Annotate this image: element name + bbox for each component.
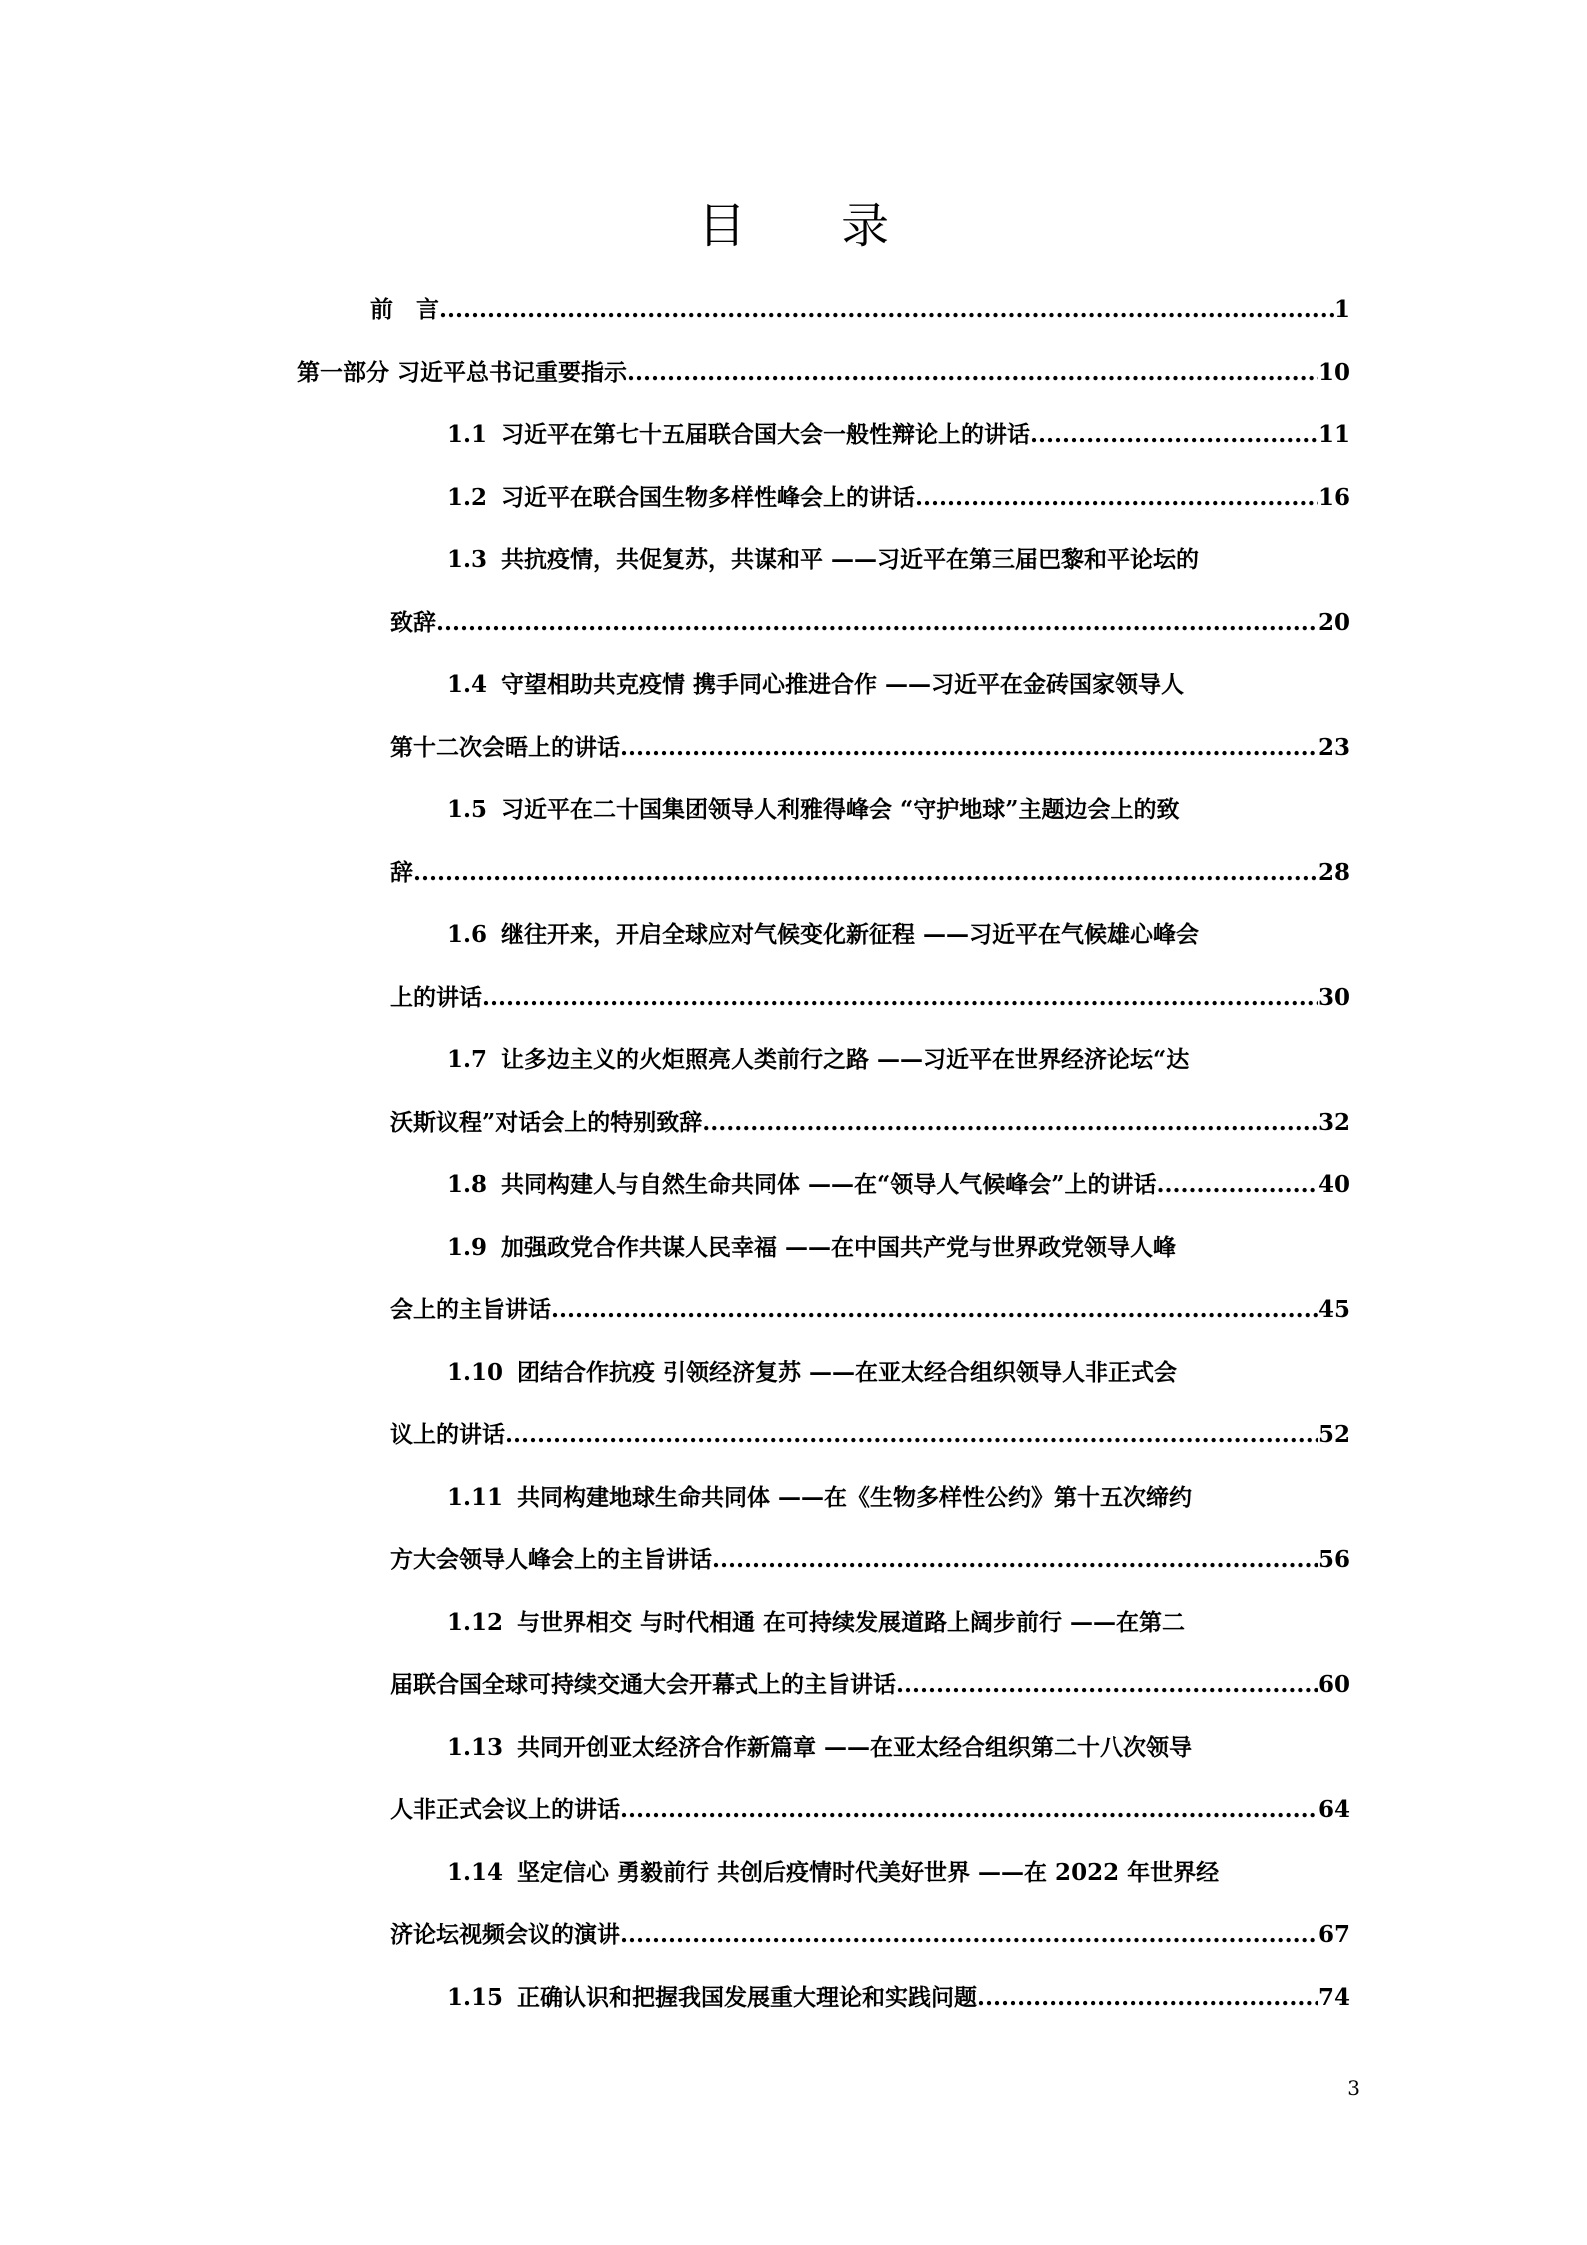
toc-entry-1-7[interactable] [447, 1040, 1350, 1080]
toc-entry-title: 团结合作抗疫 引领经济复苏 ——在亚太经合组织领导人非正式会 [517, 1359, 1178, 1386]
toc-entry-continuation: 方大会领导人峰会上的主旨讲话 [390, 1546, 712, 1573]
toc-entry-1-11-cont[interactable] [390, 1540, 1350, 1580]
toc-entry-continuation: 届联合国全球可持续交通大会开幕式上的主旨讲话 [390, 1671, 896, 1698]
toc-entry-1-14[interactable] [447, 1853, 1350, 1893]
dot-leader [627, 353, 1318, 393]
toc-page-number: 52 [1317, 1421, 1350, 1448]
toc-entry-number: 1.2 [447, 484, 488, 511]
toc-entry-continuation: 会上的主旨讲话 [390, 1296, 551, 1323]
toc-entry-1-13[interactable] [447, 1728, 1350, 1768]
toc-entry-number: 1.13 [447, 1734, 504, 1761]
toc-entry-title: 共同开创亚太经济合作新篇章 ——在亚太经合组织第二十八次领导 [517, 1734, 1193, 1761]
toc-entry-1-5-cont[interactable] [390, 853, 1350, 893]
toc-page-number: 28 [1317, 859, 1350, 886]
toc-entry-title: 与世界相交 与时代相通 在可持续发展道路上阔步前行 ——在第二 [517, 1609, 1186, 1636]
toc-page-number: 11 [1317, 421, 1350, 448]
toc-page-number: 74 [1317, 1984, 1350, 2011]
dot-leader [977, 1978, 1318, 2018]
toc-entry-1-4-cont[interactable] [390, 728, 1350, 768]
toc-page-number: 32 [1317, 1109, 1350, 1136]
toc-entry-title: 习近平在第七十五届联合国大会一般性辩论上的讲话 [501, 421, 1031, 448]
toc-page-number: 30 [1317, 984, 1350, 1011]
toc-page-number: 45 [1317, 1296, 1350, 1323]
dot-leader [620, 1915, 1318, 1955]
dot-leader [620, 728, 1318, 768]
toc-entry-1-7-cont[interactable] [390, 1103, 1350, 1143]
toc-entry-number: 1.15 [447, 1984, 504, 2011]
dot-leader [1030, 415, 1318, 455]
dot-leader [551, 1290, 1318, 1330]
toc-entry-continuation: 辞 [390, 859, 413, 886]
toc-page-number: 20 [1317, 609, 1350, 636]
toc-entry-1-4[interactable] [447, 665, 1350, 705]
toc-entry-1-6-cont[interactable] [390, 978, 1350, 1018]
toc-entry-title: 守望相助共克疫情 携手同心推进合作 ——习近平在金砖国家领导人 [501, 671, 1185, 698]
dot-leader [620, 1790, 1318, 1830]
toc-page-number: 16 [1317, 484, 1350, 511]
toc-entry-label: 前 言 [370, 296, 439, 323]
toc-entry-number: 1.11 [447, 1484, 504, 1511]
toc-entry-1-5[interactable] [447, 790, 1350, 830]
toc-entry-1-14-cont[interactable] [390, 1915, 1350, 1955]
toc-entry-1-9[interactable] [447, 1228, 1350, 1268]
dot-leader [436, 603, 1318, 643]
dot-leader [896, 1665, 1318, 1705]
dot-leader [702, 1103, 1318, 1143]
page-number: 3 [1347, 2076, 1360, 2100]
toc-entry-continuation: 第十二次会晤上的讲话 [390, 734, 620, 761]
toc-entry-1-3[interactable] [447, 540, 1350, 580]
toc-entry-1-12-cont[interactable] [390, 1665, 1350, 1705]
toc-entry-continuation: 济论坛视频会议的演讲 [390, 1921, 620, 1948]
toc-entry-1-13-cont[interactable] [390, 1790, 1350, 1830]
toc-entry-title: 加强政党合作共谋人民幸福 ——在中国共产党与世界政党领导人峰 [501, 1234, 1177, 1261]
toc-entry-title: 坚定信心 勇毅前行 共创后疫情时代美好世界 ——在 2022 年世界经 [517, 1859, 1220, 1886]
toc-entry-1-10-cont[interactable] [390, 1415, 1350, 1455]
dot-leader [413, 853, 1318, 893]
toc-entry-1-12[interactable] [447, 1603, 1350, 1643]
toc-page-number: 67 [1317, 1921, 1350, 1948]
toc-entry-number: 1.8 [447, 1171, 488, 1198]
toc-entry-preface[interactable] [370, 290, 1350, 330]
toc-entry-1-3-cont[interactable] [390, 603, 1350, 643]
toc-entry-title: 正确认识和把握我国发展重大理论和实践问题 [517, 1984, 978, 2011]
toc-entry-title: 习近平在联合国生物多样性峰会上的讲话 [501, 484, 916, 511]
toc-entry-1-2[interactable] [447, 478, 1350, 518]
toc-entry-number: 1.12 [447, 1609, 504, 1636]
toc-entry-number: 1.6 [447, 921, 488, 948]
toc-entry-1-6[interactable] [447, 915, 1350, 955]
toc-page-number: 56 [1317, 1546, 1350, 1573]
toc-entry-1-1[interactable] [447, 415, 1350, 455]
toc-entry-label: 第一部分 习近平总书记重要指示 [297, 359, 628, 386]
toc-entry-title: 共抗疫情，共促复苏，共谋和平 ——习近平在第三届巴黎和平论坛的 [501, 546, 1200, 573]
dot-leader [482, 978, 1318, 1018]
toc-entry-1-8[interactable] [447, 1165, 1350, 1205]
toc-entry-continuation: 沃斯议程”对话会上的特别致辞 [390, 1109, 703, 1136]
toc-entry-number: 1.7 [447, 1046, 488, 1073]
toc-entry-number: 1.5 [447, 796, 488, 823]
toc-entry-title: 继往开来，开启全球应对气候变化新征程 ——习近平在气候雄心峰会 [501, 921, 1200, 948]
toc-entry-continuation: 上的讲话 [390, 984, 482, 1011]
toc-entry-title: 共同构建地球生命共同体 ——在《生物多样性公约》第十五次缔约 [517, 1484, 1193, 1511]
toc-page-number: 64 [1317, 1796, 1350, 1823]
toc-entry-number: 1.10 [447, 1359, 504, 1386]
toc-entry-number: 1.9 [447, 1234, 488, 1261]
toc-entry-title: 让多边主义的火炬照亮人类前行之路 ——习近平在世界经济论坛“达 [501, 1046, 1190, 1073]
toc-entry-number: 1.3 [447, 546, 488, 573]
toc-entry-continuation: 致辞 [390, 609, 436, 636]
dot-leader [1156, 1165, 1318, 1205]
dot-leader [505, 1415, 1318, 1455]
toc-entry-continuation: 人非正式会议上的讲话 [390, 1796, 620, 1823]
toc-page-number: 10 [1317, 359, 1350, 386]
toc-entry-number: 1.1 [447, 421, 488, 448]
toc-page-number: 60 [1317, 1671, 1350, 1698]
toc-entry-1-11[interactable] [447, 1478, 1350, 1518]
toc-entry-1-10[interactable] [447, 1353, 1350, 1393]
toc-entry-continuation: 议上的讲话 [390, 1421, 505, 1448]
toc-page-number: 23 [1317, 734, 1350, 761]
toc-entry-part1[interactable] [297, 353, 1350, 393]
dot-leader [915, 478, 1318, 518]
dot-leader [712, 1540, 1318, 1580]
toc-entry-title: 习近平在二十国集团领导人利雅得峰会 “守护地球”主题边会上的致 [501, 796, 1180, 823]
toc-entry-number: 1.14 [447, 1859, 504, 1886]
toc-entry-number: 1.4 [447, 671, 488, 698]
dot-leader [439, 290, 1334, 330]
toc-entry-title: 共同构建人与自然生命共同体 ——在“领导人气候峰会”上的讲话 [501, 1171, 1157, 1198]
toc-title: 目 录 [697, 198, 930, 254]
toc-page-number: 40 [1317, 1171, 1350, 1198]
toc-entry-1-9-cont[interactable] [390, 1290, 1350, 1330]
toc-page-number: 1 [1333, 296, 1350, 323]
toc-entry-1-15[interactable] [447, 1978, 1350, 2018]
